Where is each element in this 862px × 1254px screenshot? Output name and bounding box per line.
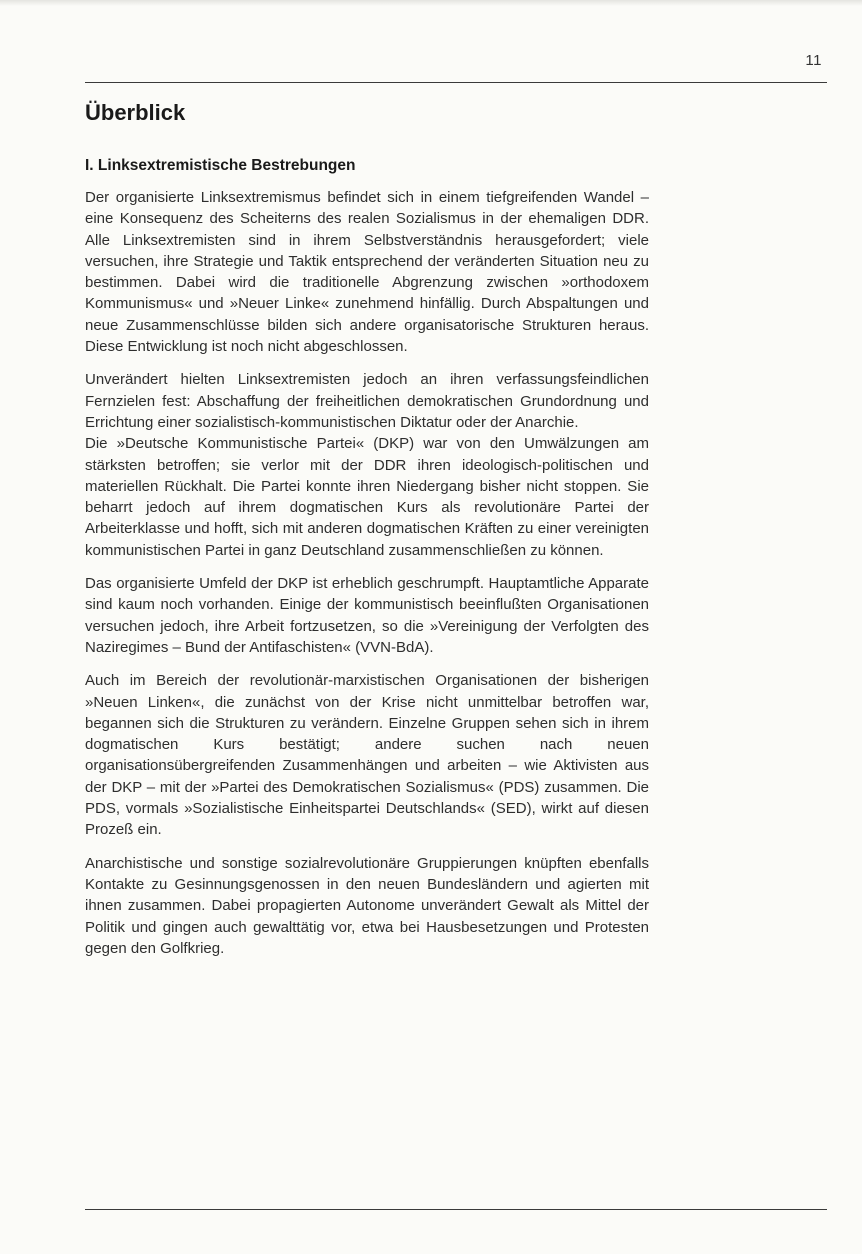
paragraph-5: Auch im Bereich der revolutionär-marxistischen Organisationen der bisherigen »Neuen Linken«, die zunächst von der Krise nicht unmittelbar betroffen war, begannen sich die Strukturen zu verändern. Einzelne Gruppen sehen sich in ihrem dogmatischen Kurs bestätigt; andere suchen nach neuen organisationsübergreifenden Zusammenhängen und arbeiten – wie Aktivisten aus der DKP – mit der »Partei des Demokratischen Sozialismus« (PDS) zusammen. Die PDS, vormals »Sozialistische Einheitspartei Deutschlands« (SED), wirkt auf diesen Prozeß ein. (85, 672, 649, 839)
scan-edge (0, 0, 862, 6)
section-title: I. Linksextremistische Bestrebungen (85, 157, 356, 174)
paragraph-1: Der organisierte Linksextremismus befindet sich in einem tiefgreifenden Wandel – eine Konsequenz des Scheiterns des realen Sozialismus in der ehemaligen DDR. Alle Linksextremisten sind in ihrem Selbstverständnis herausgefordert; viele versuchen, ihre Strategie und Taktik entsprechend der veränderten Situation neu zu bestimmen. Dabei wird die traditionelle Abgrenzung zwischen »orthodoxem Kommunismus« und »Neuer Linke« zunehmend hinfällig. Durch Abspaltungen und neue Zusammenschlüsse bilden sich andere organisatorische Strukturen heraus. Diese Entwicklung ist noch nicht abgeschlossen. (85, 189, 649, 356)
paragraph-3: Die »Deutsche Kommunistische Partei« (DKP) war von den Umwälzungen am stärksten betroffen; sie verlor mit der DDR ihren ideologisch-politischen und materiellen Rückhalt. Die Partei konnte ihren Niedergang bisher nicht stoppen. Sie beharrt jedoch auf ihrem dogmatischen Kurs als revolutionäre Partei der Arbeiterklasse und hofft, sich mit anderen dogmatischen Kräften zu einer vereinigten kommunistischen Partei in ganz Deutschland zusammenschließen zu können. (85, 435, 649, 559)
paragraph-2: Unverändert hielten Linksextremisten jedoch an ihren verfassungsfeindlichen Fernzielen fest: Abschaffung der freiheitlichen demokratischen Grundordnung und Errichtung einer sozialistisch-kommunistischen Diktatur oder der Anarchie. (85, 371, 649, 431)
header-rule (85, 82, 827, 83)
paragraph-4: Das organisierte Umfeld der DKP ist erheblich geschrumpft. Hauptamtliche Apparate sind kaum noch vorhanden. Einige der kommunistisch beeinflußten Organisationen versuchen jedoch, ihre Arbeit fortzusetzen, so die »Vereinigung der Verfolgten des Naziregimes – Bund der Antifaschisten« (VVN-BdA). (85, 575, 649, 656)
paragraph-6: Anarchistische und sonstige sozialrevolutionäre Gruppierungen knüpften ebenfalls Kontakte zu Gesinnungsgenossen in den neuen Bundesländern und agierten mit ihnen zusammen. Dabei propagierten Autonome unverändert Gewalt als Mittel der Politik und gingen auch gewalttätig vor, etwa bei Hausbesetzungen und Protesten gegen den Golfkrieg. (85, 854, 649, 957)
page-content (85, 97, 649, 959)
chapter-title: Überblick (85, 100, 186, 125)
footer-rule (85, 1209, 827, 1210)
page-number: 11 (805, 52, 822, 69)
